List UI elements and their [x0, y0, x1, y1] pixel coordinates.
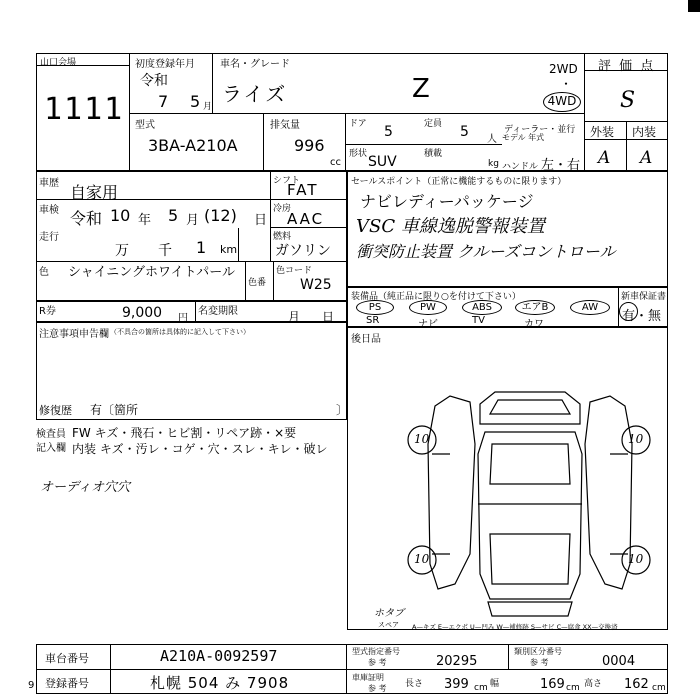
- inspector-label-1: 検査員: [36, 429, 66, 440]
- plate-label: 登録番号: [45, 677, 89, 690]
- km-unit: km: [220, 243, 238, 256]
- vehicle-name: ライズ: [222, 82, 288, 106]
- reg-era: 令和: [140, 73, 168, 89]
- history-label: 車歴: [39, 178, 59, 189]
- repair-label: 修復歴: [39, 404, 72, 417]
- shape: SUV: [368, 154, 397, 170]
- auction-tag: 山口会場: [40, 58, 77, 68]
- width-label: 幅: [490, 679, 500, 689]
- damage-legend: A—キズ E—エクボ U—凹み W—補修跡 S—サビ C—腐食 XX—交換済: [412, 623, 618, 631]
- fuel: ガソリン: [275, 243, 331, 259]
- ref-3: 参 考: [368, 684, 387, 693]
- model-code: 3BA-A210A: [148, 136, 238, 155]
- spare-mark: ホタブ: [374, 608, 404, 619]
- class-number: 0004: [602, 654, 636, 669]
- color-label: 色: [39, 267, 49, 278]
- year-unit: 年: [138, 213, 152, 228]
- tire-mark-rr: 10: [628, 552, 644, 566]
- ac: AAC: [287, 210, 325, 228]
- tire-mark-fl: 10: [414, 432, 430, 446]
- inspection-era: 令和: [70, 209, 103, 228]
- sales-line-2: VSC 車線逸脱警報装置: [356, 216, 545, 237]
- history-value: 自家用: [70, 183, 119, 202]
- reg-month-unit: 月: [203, 102, 213, 112]
- mileage-sen: 千: [158, 243, 172, 259]
- deadline-label: 名変期限: [198, 306, 238, 317]
- mileage-man: 万: [115, 243, 129, 259]
- mileage-label: 走行: [39, 232, 59, 243]
- color-code-label: 色コード: [276, 266, 313, 276]
- warranty-value: 有・無: [622, 309, 662, 324]
- equip-item-5: AW: [570, 300, 610, 315]
- equip-item-4-sub: カワ: [524, 319, 544, 330]
- capacity-label: 定員: [424, 119, 443, 129]
- cc-unit: cc: [330, 157, 341, 168]
- handle-value: 左・右: [541, 158, 581, 173]
- first-reg-label: 初度登録年月: [135, 59, 195, 70]
- load-label: 積載: [424, 149, 443, 159]
- inspector-line-1: FW キズ・飛石・ヒビ割・リペア跡・×要: [72, 426, 297, 440]
- chassis-number: A210A-0092597: [160, 647, 278, 665]
- equip-item-2-sub: ナビ: [418, 319, 438, 330]
- equip-item-3-sub: TV: [472, 315, 485, 326]
- dealer-label: ディーラー・並行: [504, 125, 576, 135]
- equipment-label: 装備品（純正品に限り○を付けて下さい）: [351, 292, 521, 302]
- inspection-label: 車検: [39, 205, 59, 216]
- model-year-label: モデル 年式: [502, 133, 545, 142]
- score-label: 評 価 点: [598, 59, 656, 74]
- equip-item-2: PW: [409, 300, 447, 315]
- deadline-day: 日: [322, 310, 335, 324]
- reg-year: 7: [158, 92, 169, 111]
- equip-item-3: ABS: [462, 300, 502, 315]
- reg-month: 5: [190, 92, 201, 111]
- inspection-month: 5: [168, 206, 179, 225]
- warranty-label: 新車保証書: [621, 292, 667, 302]
- color-code: W25: [300, 277, 332, 293]
- month-unit: 月: [186, 213, 200, 228]
- tire-mark-fr: 10: [628, 432, 644, 446]
- lot-number: 1111: [44, 92, 125, 127]
- handle-label: ハンドル: [502, 162, 539, 172]
- vehicle-grade: Z: [412, 74, 430, 104]
- car-top-outline: [480, 392, 580, 424]
- tire-mark-rl: 10: [414, 552, 430, 566]
- doors: 5: [384, 124, 393, 140]
- deadline-month: 月: [288, 310, 301, 324]
- day-unit: 日: [254, 213, 268, 228]
- equip-item-1-sub: SR: [366, 315, 380, 326]
- score-value: S: [620, 88, 636, 113]
- recycle-row: [36, 301, 347, 322]
- ext-value: A: [598, 148, 611, 168]
- drive-2wd: 2WD: [549, 62, 578, 76]
- displacement: 996: [294, 136, 325, 155]
- displacement-label: 排気量: [270, 120, 300, 131]
- shift: FAT: [287, 181, 319, 199]
- kg-unit: kg: [488, 159, 499, 169]
- corner-mark: [688, 0, 700, 12]
- ext-label: 外装: [590, 125, 615, 139]
- color-no-label: 色番: [248, 278, 267, 288]
- recycle-amount: 9,000: [122, 305, 163, 321]
- width-unit: cm: [566, 683, 580, 693]
- length-unit: cm: [474, 683, 488, 693]
- car-body-outline: [478, 432, 582, 599]
- int-value: A: [640, 148, 653, 168]
- recycle-label: R券: [39, 306, 56, 317]
- car-diagram: [400, 384, 660, 624]
- shift-label: シフト: [273, 176, 301, 186]
- height: 162: [624, 677, 649, 692]
- name-grade-label: 車名・グレード: [220, 59, 290, 70]
- fuel-label: 燃料: [273, 232, 292, 242]
- notes-label: 注意事項申告欄: [39, 329, 109, 340]
- yen-unit: 円: [178, 313, 188, 324]
- mileage-value: 1: [196, 238, 207, 257]
- inspection-year: 10: [110, 206, 131, 225]
- repair-close: 〕: [336, 403, 349, 417]
- sales-line-3: 衝突防止装置 クルーズコントロール: [356, 242, 616, 261]
- plate-number: 札幌 504 み 7908: [150, 674, 290, 692]
- person-unit: 人: [487, 134, 497, 145]
- page-mark: 9: [28, 680, 35, 691]
- type-cert-label: 型式指定番号: [352, 647, 400, 656]
- shape-label: 形状: [349, 149, 368, 159]
- inspection-day: (12): [204, 206, 237, 225]
- sales-label: セールスポイント（正常に機能するものに限ります）: [351, 177, 567, 187]
- diagram-label: 後日品: [351, 334, 381, 345]
- capacity: 5: [460, 124, 469, 140]
- height-unit: cm: [652, 683, 666, 693]
- car-right-outline: [585, 396, 632, 589]
- car-left-outline: [428, 396, 475, 589]
- equip-item-1: PS: [356, 300, 394, 315]
- drive-dot: ・: [560, 77, 573, 91]
- color-value: シャイニングホワイトパール: [68, 265, 236, 280]
- width: 169: [540, 677, 565, 692]
- inspector-handwritten: オーディオ穴穴: [40, 480, 130, 495]
- length-label: 長さ: [405, 679, 424, 689]
- spare-label: スペア: [378, 621, 399, 629]
- ref-2: 参 考: [530, 658, 549, 667]
- sales-line-1: ナビレディーパッケージ: [360, 192, 534, 211]
- model-label: 型式: [135, 120, 155, 131]
- ref-1: 参 考: [368, 658, 387, 667]
- door-label: ドア: [349, 119, 367, 129]
- type-cert: 20295: [436, 654, 478, 669]
- inspector-line-2: 内装 キズ・汚レ・コゲ・穴・スレ・キレ・破レ: [72, 442, 328, 456]
- height-label: 高さ: [584, 679, 603, 689]
- length: 399: [444, 677, 469, 692]
- notes-sub: （不具合の箇所は具体的に記入して下さい）: [110, 328, 250, 336]
- cert-label: 車庫証明: [352, 673, 384, 682]
- repair-value: 有〔箇所: [90, 403, 139, 417]
- drive-4wd: 4WD: [543, 92, 581, 112]
- class-label: 類別区分番号: [514, 647, 562, 656]
- inspector-label-2: 記入欄: [36, 443, 66, 454]
- chassis-label: 車台番号: [45, 652, 89, 665]
- ac-label: 冷房: [273, 204, 292, 214]
- equip-item-4: エアB: [515, 300, 555, 315]
- int-label: 内装: [632, 125, 657, 139]
- car-bottom-outline: [488, 602, 572, 616]
- warranty-circle: [619, 302, 638, 321]
